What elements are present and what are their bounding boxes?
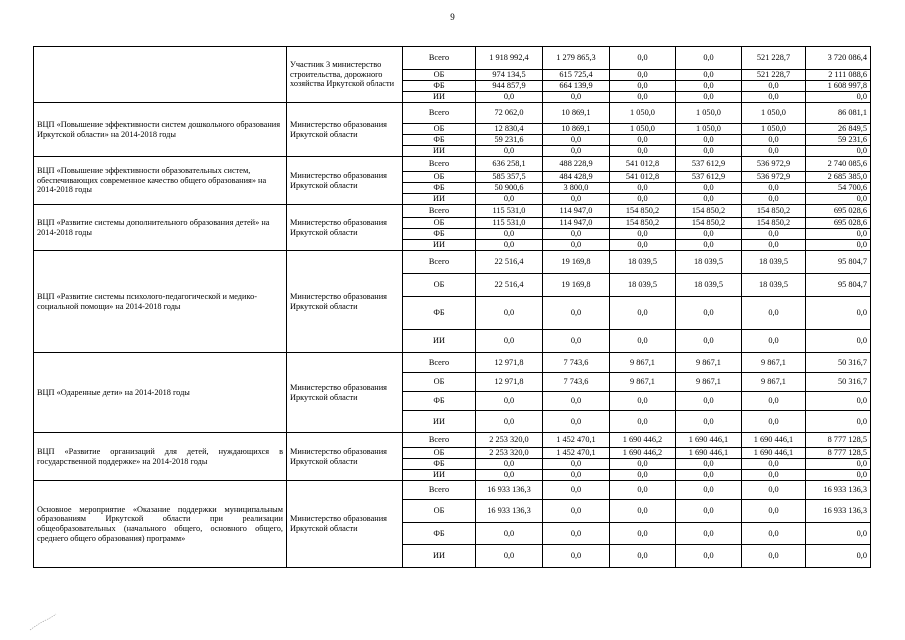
- year-value-cell: 664 139,9: [543, 81, 610, 92]
- funding-source-cell: ФБ: [403, 81, 476, 92]
- year-value-cell: 154 850,2: [676, 218, 742, 229]
- year-value-cell: 3 800,0: [543, 183, 610, 194]
- total-value-cell: 695 028,6: [806, 218, 871, 229]
- year-value-cell: 0,0: [476, 545, 543, 568]
- funding-source-cell: ИИ: [403, 470, 476, 481]
- executor-cell: Министерство образования Иркутской области: [287, 251, 403, 353]
- year-value-cell: 0,0: [610, 92, 676, 103]
- year-value-cell: 488 228,9: [543, 157, 610, 172]
- program-name-cell: ВЦП «Развитие системы психолого-педагогической и медико-социальной помощи» на 2014-2018 годы: [34, 251, 287, 353]
- year-value-cell: 0,0: [543, 229, 610, 240]
- year-value-cell: 10 869,1: [543, 124, 610, 135]
- year-value-cell: 115 531,0: [476, 218, 543, 229]
- year-value-cell: 0,0: [742, 81, 806, 92]
- year-value-cell: 72 062,0: [476, 103, 543, 124]
- year-value-cell: 0,0: [543, 545, 610, 568]
- funding-source-cell: ИИ: [403, 411, 476, 433]
- table-row: [34, 205, 871, 218]
- funding-source-cell: Всего: [403, 47, 476, 70]
- funding-source-cell: ИИ: [403, 194, 476, 205]
- total-value-cell: 16 933 136,3: [806, 481, 871, 500]
- total-value-cell: 86 081,1: [806, 103, 871, 124]
- year-value-cell: 0,0: [676, 523, 742, 545]
- year-value-cell: 154 850,2: [742, 218, 806, 229]
- year-value-cell: 9 867,1: [610, 353, 676, 373]
- year-value-cell: 0,0: [543, 392, 610, 411]
- year-value-cell: 0,0: [476, 240, 543, 251]
- total-value-cell: 0,0: [806, 330, 871, 353]
- total-value-cell: 59 231,6: [806, 135, 871, 146]
- year-value-cell: 0,0: [610, 545, 676, 568]
- program-name-cell: ВЦП «Развитие организаций для детей, нуждающихся в государственной поддержке» на 2014-2018 годы: [34, 433, 287, 481]
- executor-cell: Министерство образования Иркутской области: [287, 481, 403, 568]
- executor-cell: Министерство образования Иркутской области: [287, 205, 403, 251]
- total-value-cell: 0,0: [806, 459, 871, 470]
- year-value-cell: 0,0: [543, 470, 610, 481]
- year-value-cell: 636 258,1: [476, 157, 543, 172]
- year-value-cell: 541 012,8: [610, 172, 676, 183]
- table-row: [34, 157, 871, 172]
- year-value-cell: 1 050,0: [742, 124, 806, 135]
- year-value-cell: 0,0: [676, 92, 742, 103]
- year-value-cell: 0,0: [742, 523, 806, 545]
- year-value-cell: 0,0: [610, 240, 676, 251]
- page-number: 9: [450, 12, 455, 22]
- year-value-cell: 19 169,8: [543, 274, 610, 297]
- program-name-cell: ВЦП «Развитие системы дополнительного образования детей» на 2014-2018 годы: [34, 205, 287, 251]
- funding-source-cell: ИИ: [403, 146, 476, 157]
- executor-cell: Министерство образования Иркутской области: [287, 157, 403, 205]
- year-value-cell: 0,0: [742, 330, 806, 353]
- year-value-cell: 0,0: [610, 146, 676, 157]
- year-value-cell: 0,0: [742, 92, 806, 103]
- year-value-cell: 115 531,0: [476, 205, 543, 218]
- year-value-cell: 0,0: [543, 135, 610, 146]
- year-value-cell: 1 690 446,2: [610, 433, 676, 448]
- total-value-cell: 0,0: [806, 523, 871, 545]
- table-row: [34, 353, 871, 373]
- year-value-cell: 0,0: [610, 481, 676, 500]
- table-row: [34, 481, 871, 500]
- funding-source-cell: ФБ: [403, 392, 476, 411]
- pen-mark: [28, 612, 58, 632]
- total-value-cell: 0,0: [806, 92, 871, 103]
- year-value-cell: 536 972,9: [742, 157, 806, 172]
- year-value-cell: 541 012,8: [610, 157, 676, 172]
- executor-cell: Участник 3 министерство строительства, дорожного хозяйства Иркутской области: [287, 47, 403, 103]
- total-value-cell: 1 608 997,8: [806, 81, 871, 92]
- year-value-cell: 0,0: [543, 411, 610, 433]
- year-value-cell: 0,0: [610, 135, 676, 146]
- year-value-cell: 0,0: [476, 470, 543, 481]
- year-value-cell: 0,0: [610, 523, 676, 545]
- year-value-cell: 18 039,5: [742, 251, 806, 274]
- year-value-cell: 22 516,4: [476, 274, 543, 297]
- year-value-cell: 0,0: [610, 470, 676, 481]
- year-value-cell: 0,0: [676, 81, 742, 92]
- funding-source-cell: Всего: [403, 103, 476, 124]
- total-value-cell: 0,0: [806, 146, 871, 157]
- funding-source-cell: ФБ: [403, 183, 476, 194]
- total-value-cell: 54 700,6: [806, 183, 871, 194]
- year-value-cell: 12 971,8: [476, 353, 543, 373]
- year-value-cell: 18 039,5: [742, 274, 806, 297]
- total-value-cell: 0,0: [806, 194, 871, 205]
- year-value-cell: 1 690 446,1: [742, 433, 806, 448]
- year-value-cell: 0,0: [476, 330, 543, 353]
- funding-source-cell: Всего: [403, 433, 476, 448]
- year-value-cell: 521 228,7: [742, 70, 806, 81]
- year-value-cell: 0,0: [742, 183, 806, 194]
- year-value-cell: 0,0: [676, 470, 742, 481]
- total-value-cell: 95 804,7: [806, 251, 871, 274]
- year-value-cell: 537 612,9: [676, 157, 742, 172]
- year-value-cell: 944 857,9: [476, 81, 543, 92]
- year-value-cell: 0,0: [742, 459, 806, 470]
- year-value-cell: 10 869,1: [543, 103, 610, 124]
- funding-source-cell: Всего: [403, 353, 476, 373]
- year-value-cell: 0,0: [676, 47, 742, 70]
- year-value-cell: 0,0: [676, 135, 742, 146]
- year-value-cell: 0,0: [610, 330, 676, 353]
- funding-source-cell: ОБ: [403, 124, 476, 135]
- program-name-cell: ВЦП «Одаренные дети» на 2014-2018 годы: [34, 353, 287, 433]
- year-value-cell: 1 050,0: [676, 103, 742, 124]
- executor-cell: Министерство образования Иркутской области: [287, 103, 403, 157]
- year-value-cell: 0,0: [543, 146, 610, 157]
- funding-source-cell: Всего: [403, 481, 476, 500]
- year-value-cell: 0,0: [610, 70, 676, 81]
- year-value-cell: 16 933 136,3: [476, 481, 543, 500]
- total-value-cell: 26 849,5: [806, 124, 871, 135]
- year-value-cell: 1 050,0: [610, 124, 676, 135]
- year-value-cell: 0,0: [676, 500, 742, 523]
- year-value-cell: 154 850,2: [610, 205, 676, 218]
- total-value-cell: 2 111 088,6: [806, 70, 871, 81]
- year-value-cell: 1 050,0: [610, 103, 676, 124]
- year-value-cell: 18 039,5: [676, 251, 742, 274]
- year-value-cell: 18 039,5: [610, 274, 676, 297]
- program-name-cell: Основное мероприятие «Оказание поддержки муниципальным образованиям Иркутской области при реализации общеобразовательных (начального общего, основного общего, среднего общего образования) программ»: [34, 481, 287, 568]
- year-value-cell: 1 690 446,2: [610, 448, 676, 459]
- funding-source-cell: ОБ: [403, 172, 476, 183]
- year-value-cell: 0,0: [676, 297, 742, 330]
- funding-source-cell: Всего: [403, 251, 476, 274]
- year-value-cell: 0,0: [610, 81, 676, 92]
- year-value-cell: 59 231,6: [476, 135, 543, 146]
- funding-source-cell: ИИ: [403, 92, 476, 103]
- year-value-cell: 1 690 446,1: [676, 433, 742, 448]
- year-value-cell: 9 867,1: [676, 373, 742, 392]
- funding-source-cell: ФБ: [403, 459, 476, 470]
- year-value-cell: 615 725,4: [543, 70, 610, 81]
- total-value-cell: 8 777 128,5: [806, 448, 871, 459]
- funding-source-cell: ОБ: [403, 218, 476, 229]
- year-value-cell: 0,0: [476, 92, 543, 103]
- year-value-cell: 0,0: [543, 481, 610, 500]
- year-value-cell: 0,0: [676, 481, 742, 500]
- funding-source-cell: ОБ: [403, 500, 476, 523]
- year-value-cell: 9 867,1: [610, 373, 676, 392]
- total-value-cell: 2 740 085,6: [806, 157, 871, 172]
- year-value-cell: 1 050,0: [742, 103, 806, 124]
- year-value-cell: 0,0: [676, 240, 742, 251]
- funding-source-cell: ФБ: [403, 135, 476, 146]
- funding-source-cell: ФБ: [403, 297, 476, 330]
- year-value-cell: 0,0: [742, 194, 806, 205]
- year-value-cell: 22 516,4: [476, 251, 543, 274]
- total-value-cell: 8 777 128,5: [806, 433, 871, 448]
- year-value-cell: 0,0: [742, 545, 806, 568]
- year-value-cell: 521 228,7: [742, 47, 806, 70]
- table-row: [34, 251, 871, 274]
- year-value-cell: 0,0: [610, 297, 676, 330]
- year-value-cell: 0,0: [543, 92, 610, 103]
- year-value-cell: 0,0: [676, 229, 742, 240]
- total-value-cell: 0,0: [806, 392, 871, 411]
- funding-source-cell: ИИ: [403, 240, 476, 251]
- year-value-cell: 154 850,2: [742, 205, 806, 218]
- table-row: [34, 47, 871, 70]
- funding-source-cell: ИИ: [403, 545, 476, 568]
- total-value-cell: 0,0: [806, 545, 871, 568]
- year-value-cell: 0,0: [742, 411, 806, 433]
- year-value-cell: 0,0: [543, 523, 610, 545]
- year-value-cell: 0,0: [476, 146, 543, 157]
- year-value-cell: 536 972,9: [742, 172, 806, 183]
- year-value-cell: 0,0: [742, 481, 806, 500]
- year-value-cell: 7 743,6: [543, 353, 610, 373]
- year-value-cell: 18 039,5: [610, 251, 676, 274]
- year-value-cell: 0,0: [476, 459, 543, 470]
- year-value-cell: 0,0: [610, 194, 676, 205]
- total-value-cell: 3 720 086,4: [806, 47, 871, 70]
- year-value-cell: 0,0: [676, 70, 742, 81]
- year-value-cell: 1 452 470,1: [543, 433, 610, 448]
- year-value-cell: 154 850,2: [610, 218, 676, 229]
- total-value-cell: 16 933 136,3: [806, 500, 871, 523]
- year-value-cell: 0,0: [676, 183, 742, 194]
- budget-table-body: [34, 47, 871, 568]
- year-value-cell: 2 253 320,0: [476, 448, 543, 459]
- year-value-cell: 0,0: [610, 500, 676, 523]
- funding-source-cell: ФБ: [403, 229, 476, 240]
- year-value-cell: 0,0: [742, 470, 806, 481]
- year-value-cell: 0,0: [543, 459, 610, 470]
- year-value-cell: 0,0: [543, 500, 610, 523]
- year-value-cell: 0,0: [476, 297, 543, 330]
- year-value-cell: 2 253 320,0: [476, 433, 543, 448]
- year-value-cell: 154 850,2: [676, 205, 742, 218]
- year-value-cell: 0,0: [676, 459, 742, 470]
- executor-cell: Министерство образования Иркутской области: [287, 353, 403, 433]
- year-value-cell: 0,0: [610, 183, 676, 194]
- total-value-cell: 2 685 385,0: [806, 172, 871, 183]
- funding-source-cell: Всего: [403, 157, 476, 172]
- year-value-cell: 1 050,0: [676, 124, 742, 135]
- funding-source-cell: ОБ: [403, 70, 476, 81]
- total-value-cell: 95 804,7: [806, 274, 871, 297]
- funding-source-cell: ФБ: [403, 523, 476, 545]
- year-value-cell: 1 279 865,3: [543, 47, 610, 70]
- year-value-cell: 585 357,5: [476, 172, 543, 183]
- year-value-cell: 0,0: [676, 146, 742, 157]
- total-value-cell: 50 316,7: [806, 373, 871, 392]
- funding-source-cell: ОБ: [403, 274, 476, 297]
- year-value-cell: 7 743,6: [543, 373, 610, 392]
- total-value-cell: 50 316,7: [806, 353, 871, 373]
- year-value-cell: 0,0: [543, 240, 610, 251]
- year-value-cell: 0,0: [476, 411, 543, 433]
- total-value-cell: 0,0: [806, 411, 871, 433]
- program-name-cell: [34, 47, 287, 103]
- year-value-cell: 0,0: [742, 297, 806, 330]
- budget-table: [33, 46, 871, 568]
- year-value-cell: 0,0: [543, 330, 610, 353]
- year-value-cell: 0,0: [676, 330, 742, 353]
- year-value-cell: 537 612,9: [676, 172, 742, 183]
- year-value-cell: 9 867,1: [676, 353, 742, 373]
- year-value-cell: 0,0: [742, 135, 806, 146]
- year-value-cell: 0,0: [742, 229, 806, 240]
- total-value-cell: 0,0: [806, 240, 871, 251]
- year-value-cell: 974 134,5: [476, 70, 543, 81]
- program-name-cell: ВЦП «Повышение эффективности систем дошкольного образования Иркутской области» на 2014-2018 годы: [34, 103, 287, 157]
- year-value-cell: 0,0: [742, 392, 806, 411]
- year-value-cell: 1 918 992,4: [476, 47, 543, 70]
- year-value-cell: 50 900,6: [476, 183, 543, 194]
- year-value-cell: 0,0: [476, 523, 543, 545]
- funding-source-cell: ОБ: [403, 448, 476, 459]
- total-value-cell: 0,0: [806, 229, 871, 240]
- year-value-cell: 0,0: [610, 411, 676, 433]
- total-value-cell: 0,0: [806, 297, 871, 330]
- year-value-cell: 0,0: [476, 194, 543, 205]
- year-value-cell: 0,0: [742, 500, 806, 523]
- table-row: [34, 103, 871, 124]
- funding-source-cell: ОБ: [403, 373, 476, 392]
- year-value-cell: 12 971,8: [476, 373, 543, 392]
- total-value-cell: 0,0: [806, 470, 871, 481]
- executor-cell: Министерство образования Иркутской области: [287, 433, 403, 481]
- year-value-cell: 0,0: [610, 459, 676, 470]
- year-value-cell: 1 690 446,1: [742, 448, 806, 459]
- year-value-cell: 0,0: [476, 392, 543, 411]
- table-row: [34, 433, 871, 448]
- year-value-cell: 0,0: [610, 229, 676, 240]
- year-value-cell: 114 947,0: [543, 218, 610, 229]
- year-value-cell: 9 867,1: [742, 353, 806, 373]
- year-value-cell: 9 867,1: [742, 373, 806, 392]
- year-value-cell: 484 428,9: [543, 172, 610, 183]
- year-value-cell: 0,0: [543, 194, 610, 205]
- year-value-cell: 0,0: [676, 194, 742, 205]
- year-value-cell: 0,0: [676, 545, 742, 568]
- year-value-cell: 19 169,8: [543, 251, 610, 274]
- year-value-cell: 16 933 136,3: [476, 500, 543, 523]
- program-name-cell: ВЦП «Повышение эффективности образовательных систем, обеспечивающих современное качество общего образования» на 2014-2018 годы: [34, 157, 287, 205]
- year-value-cell: 0,0: [610, 392, 676, 411]
- year-value-cell: 0,0: [676, 411, 742, 433]
- year-value-cell: 1 690 446,1: [676, 448, 742, 459]
- year-value-cell: 18 039,5: [676, 274, 742, 297]
- year-value-cell: 0,0: [476, 229, 543, 240]
- year-value-cell: 12 830,4: [476, 124, 543, 135]
- year-value-cell: 0,0: [610, 47, 676, 70]
- year-value-cell: 0,0: [742, 240, 806, 251]
- year-value-cell: 0,0: [742, 146, 806, 157]
- year-value-cell: 0,0: [676, 392, 742, 411]
- funding-source-cell: Всего: [403, 205, 476, 218]
- funding-source-cell: ИИ: [403, 330, 476, 353]
- year-value-cell: 1 452 470,1: [543, 448, 610, 459]
- year-value-cell: 0,0: [543, 297, 610, 330]
- total-value-cell: 695 028,6: [806, 205, 871, 218]
- year-value-cell: 114 947,0: [543, 205, 610, 218]
